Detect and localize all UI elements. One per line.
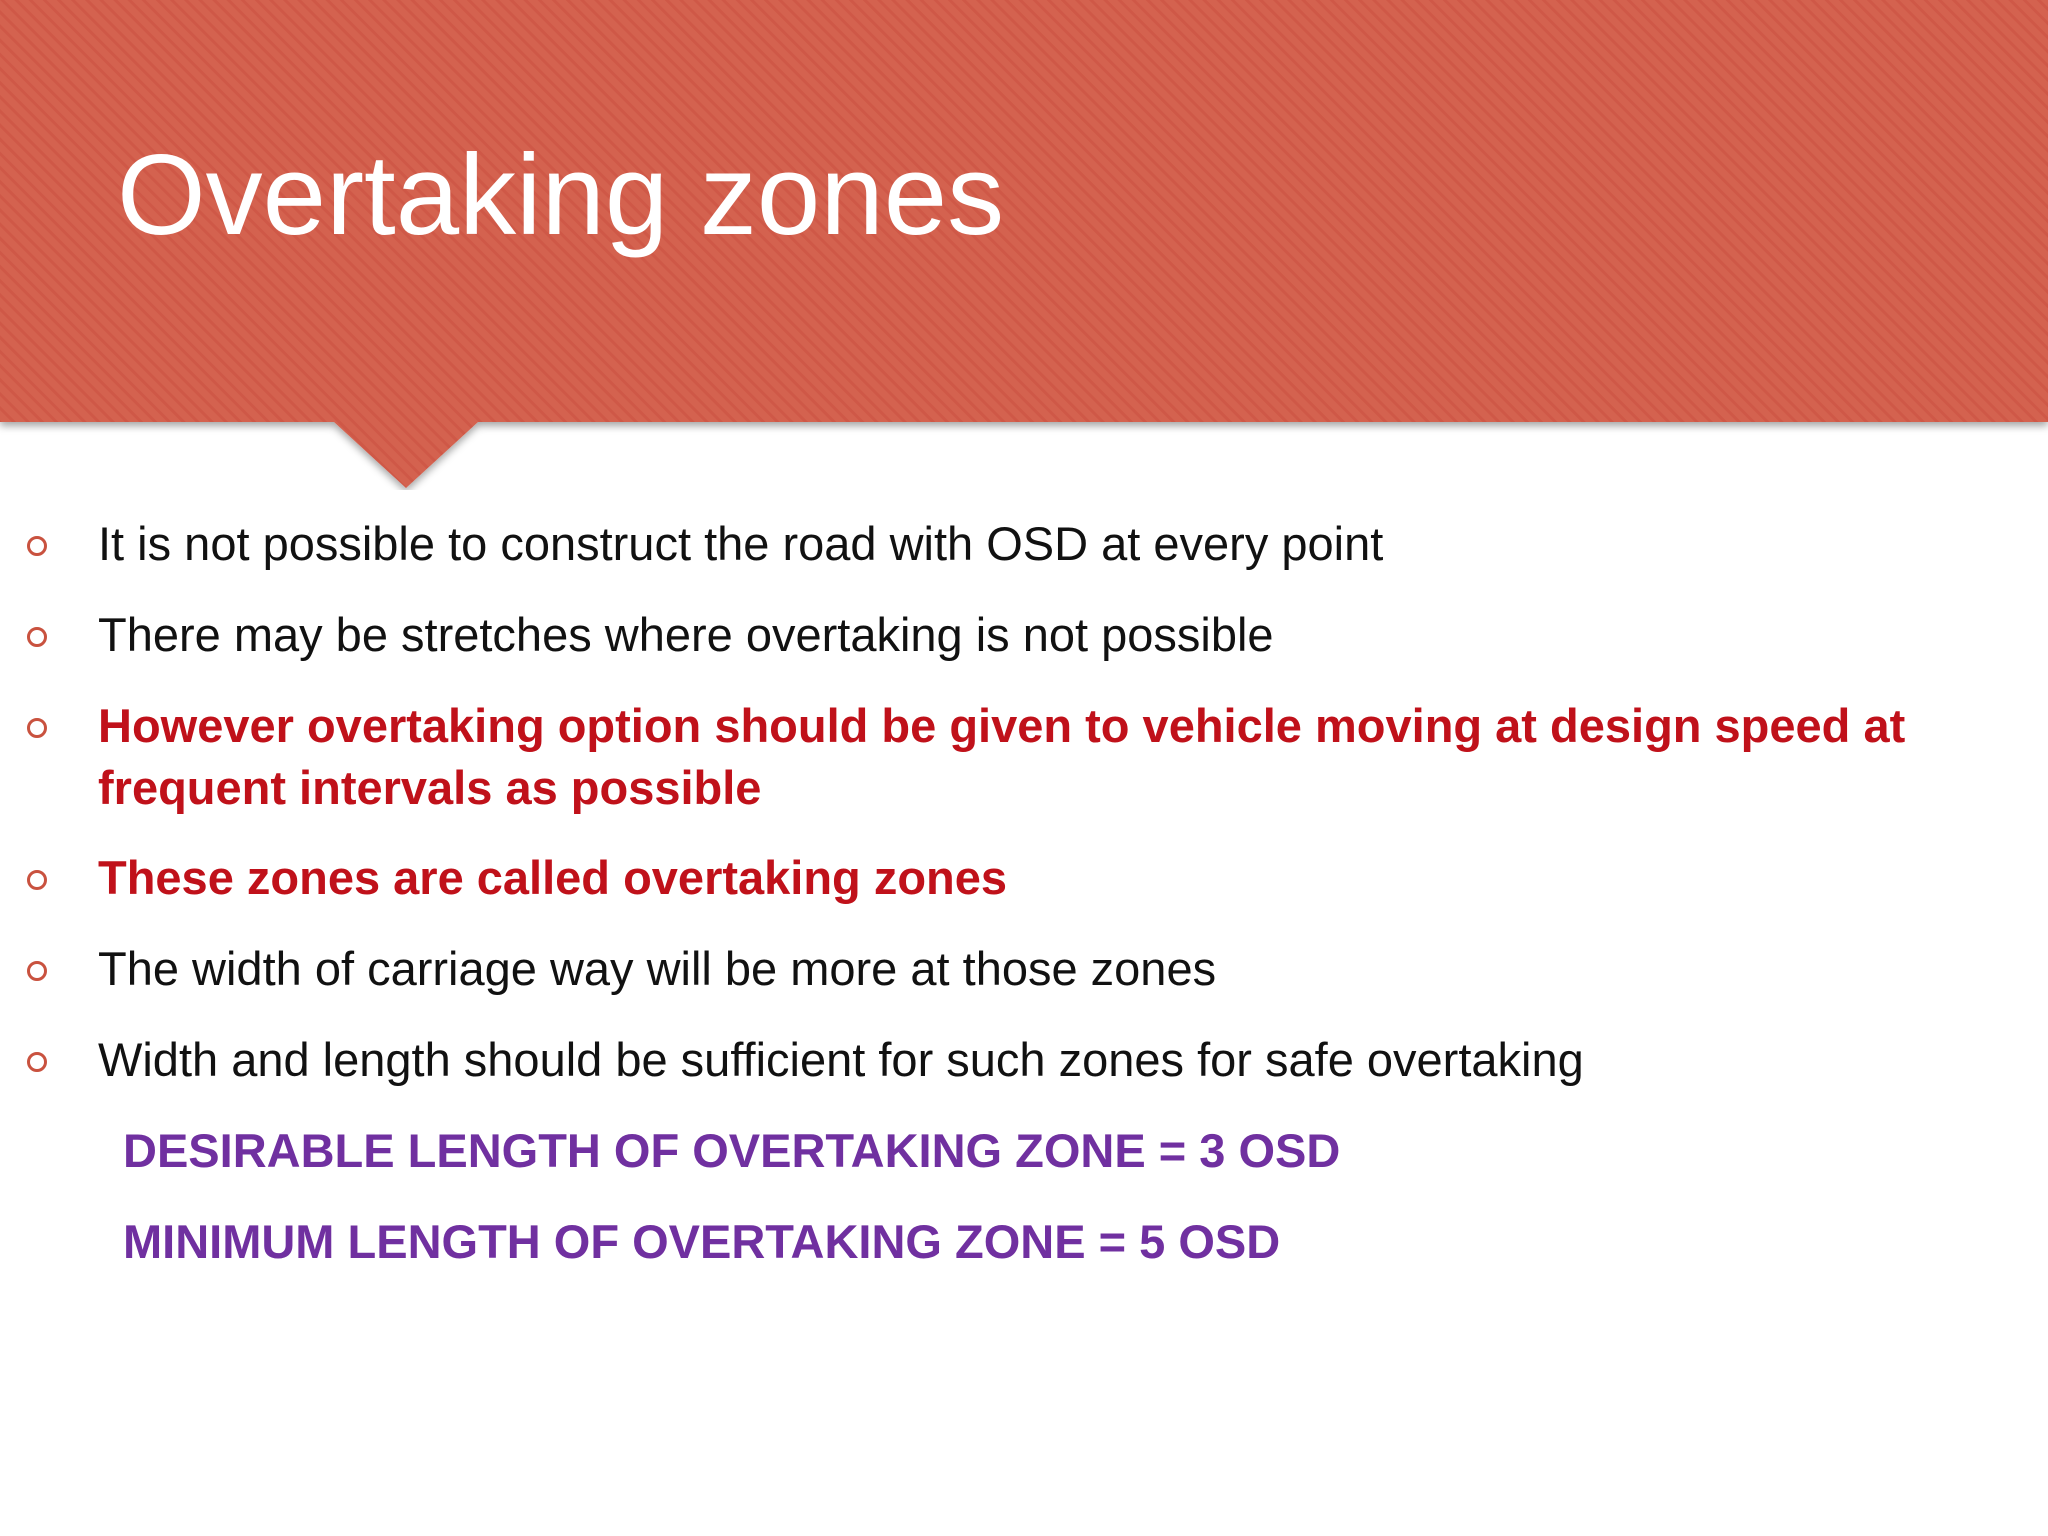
minimum-length-formula: MINIMUM LENGTH OF OVERTAKING ZONE = 5 OSD	[123, 1215, 1281, 1268]
bullet-text-emphasis: These zones are called overtaking zones	[98, 851, 1008, 904]
bullet-circle-icon	[27, 718, 47, 738]
bullet-text: The width of carriage way will be more at those zones	[98, 942, 1217, 995]
bullet-circle-icon	[27, 536, 47, 556]
bullet-text-emphasis: However overtaking option should be given to vehicle moving at design speed at frequent intervals as possible	[98, 699, 1906, 814]
bullet-circle-icon	[27, 1052, 47, 1072]
slide-title: Overtaking zones	[117, 132, 1005, 259]
bullet-circle-icon	[27, 627, 47, 647]
bullet-circle-icon	[27, 870, 47, 890]
bullet-circle-icon	[27, 961, 47, 981]
bullet-text: Width and length should be sufficient for such zones for safe overtaking	[98, 1033, 1584, 1086]
bullet-text: There may be stretches where overtaking is not possible	[98, 608, 1274, 661]
bullet-text: It is not possible to construct the road with OSD at every point	[98, 517, 1384, 570]
desirable-length-formula: DESIRABLE LENGTH OF OVERTAKING ZONE = 3 OSD	[123, 1124, 1341, 1177]
